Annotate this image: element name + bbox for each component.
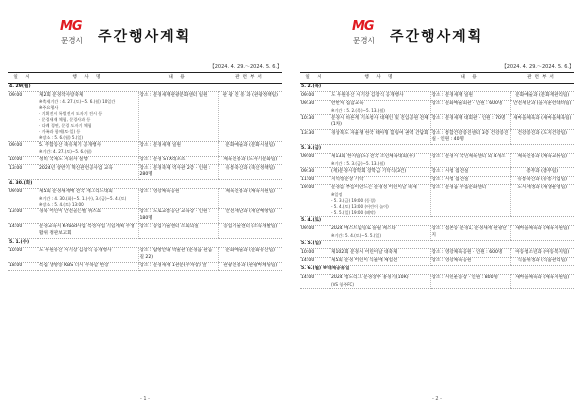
content-cell: 장소 : 문경시 국민체육센터 외 4개소 [430, 153, 510, 167]
city-logo [352, 19, 382, 48]
event-cell [38, 156, 138, 164]
table-row [300, 92, 574, 100]
page-header [296, 19, 578, 50]
time-cell: 10:00 [8, 156, 38, 164]
table-row [8, 188, 282, 208]
department-cell: 아동청소년과 (아동복지팀) [510, 249, 574, 257]
date-row [300, 266, 574, 274]
content-cell: 장소 : 문경읍 주흘문화센터 [430, 185, 510, 217]
department-cell: 새마을체육과 (새마을체육팀) [510, 115, 574, 130]
content-cell: 장소 : 시청 접견실 [430, 176, 510, 184]
date-label: 5. 2.(목) [301, 84, 322, 90]
schedule-body [300, 84, 574, 289]
table-row [8, 92, 282, 142]
table-row [300, 100, 574, 114]
date-label: 5. 1.(수) [9, 239, 30, 245]
content-cell: 장소 : 도로교통공단 교육장 · 인원 : 180명 [138, 208, 218, 223]
event-name: 제5회 문경새재배 전국 재그리드대회 [39, 189, 113, 195]
time-cell: 13:00 [8, 165, 38, 180]
event-cell [330, 225, 430, 240]
table-row [300, 249, 574, 257]
event-name: 문경를 부름이만드는 문경성 어린이날 축제 [331, 185, 417, 191]
event-detail: ※축제기간 : 4. 27.(토)∼5. 6.(월) 10일간 [39, 99, 116, 105]
logo-city-name: 문경시 [61, 36, 83, 45]
page-number: - 2 - [432, 396, 442, 402]
event-name: 지역청문상 기탁 [331, 177, 364, 183]
content-cell: 장소 : 문경새재 대회관 · 인원 : 70명 [430, 115, 510, 130]
event-detail: · 가족과 함께(토·일) 등 [39, 129, 81, 135]
column-header-event: 행 사 명 [330, 73, 430, 84]
department-cell: 체육진흥과 (도자기문화팀) [218, 156, 282, 164]
event-cell [330, 153, 430, 167]
time-cell: 13:30 [300, 130, 330, 145]
department-cell: 체육진흥과 (체육지원팀) [218, 188, 282, 208]
document-page-1 [4, 8, 286, 404]
event-cell [330, 257, 430, 265]
event-name: (재)문경시장학회 장학금 기탁식(3건) [331, 168, 407, 174]
table-row [300, 225, 574, 240]
date-row [8, 180, 282, 188]
event-detail: · 기획전시 특별전시 도자기 전시 등 [39, 111, 103, 117]
time-cell: 14:00 [8, 224, 38, 239]
date-label: 5. 5.(일) [301, 241, 322, 247]
date-cell [8, 180, 282, 188]
content-cell: 장소 : 영강체육공원 [430, 257, 510, 265]
content-cell: 장소 : 문경새재 일원 [430, 92, 510, 100]
event-name: 2024년 상반기 혁신관련공사업 교육 [39, 165, 113, 171]
time-cell: 09:00 [8, 92, 38, 142]
date-cell [300, 145, 574, 153]
department-cell: 도시재생과 (새생운영팀) [510, 185, 574, 217]
table-header-row [300, 73, 574, 84]
event-name: 문경교육지 K-food사업 특성사업 기념계획 주생활위 정관보고회 [39, 224, 135, 237]
page-title: 주간행사계획 [390, 29, 484, 45]
department-cell: 체육진흥과 (체육교류팀) [510, 153, 574, 167]
table-row [300, 153, 574, 167]
logo-mark: MG [352, 19, 374, 34]
content-cell: 장소 : 문경축제 역사관 2층 · 인원 : 280명 [138, 165, 218, 180]
content-cell: 장소 : 문경새재 일원 [138, 142, 218, 156]
department-cell: 총무과 (총무팀) [510, 168, 574, 176]
table-row [300, 130, 574, 145]
event-name: 제2회 문경작사랑축제 [39, 92, 84, 98]
event-detail: ※기간: 4. 27.(토)∼5. 6.(월) [39, 149, 92, 155]
date-label: 4. 30.(화) [9, 180, 33, 186]
department-cell: 문화예술과 (문화유산팀) [218, 247, 282, 262]
logo-city-name: 문경시 [353, 36, 375, 45]
table-row [300, 185, 574, 217]
event-cell [330, 168, 430, 176]
time-cell: 09:30 [300, 168, 330, 176]
date-cell [300, 84, 574, 92]
content-cell: 장소 : 영강체육공원 · 인원 : 600명 [430, 249, 510, 257]
column-header-content: 내 용 [430, 73, 510, 84]
event-name: 제102회 문경시 어린이날 대축제 [331, 249, 398, 255]
content-cell: 장소 : 시민운동장 · 인원 : 800명 [430, 274, 510, 288]
date-row [8, 239, 282, 247]
city-logo [60, 19, 90, 48]
date-label: 5. 6.(월) [301, 266, 322, 272]
date-row [300, 240, 574, 248]
department-cell: 문화예술과 (문화시설팀) [218, 142, 282, 156]
event-name: 제13회 한지팀(도) 전국 소년체육대회(우) [331, 154, 415, 160]
event-detail: ※기간 : 5. 3.(금)∼5. 13.(월) [331, 160, 385, 166]
event-cell [330, 185, 430, 217]
table-row [8, 262, 282, 270]
event-name: 2024 베스트힐링로 플필 페스타 [331, 226, 396, 232]
time-cell: 09:00 [8, 142, 38, 156]
event-name: 2024 청도리그 문경상무 홍경기(10R) [331, 274, 409, 280]
event-cell [330, 130, 430, 145]
date-cell [300, 240, 574, 248]
event-detail: ※장소 : 5. 6.(월) 5.(일) [39, 135, 83, 141]
column-header-event: 행 사 명 [38, 73, 138, 84]
event-detail: - 5. 5.(일) 19:00 (폐막) [331, 209, 376, 215]
content-cell: 장소 : 문경새재관광문화센터 일원 [138, 92, 218, 142]
event-cell [38, 165, 138, 180]
content-cell: 장소 : 영강체육공원 [138, 188, 218, 208]
date-row [300, 217, 574, 225]
date-row [8, 84, 282, 92]
document-page-2 [296, 8, 578, 404]
date-label: 5. 3.(금) [301, 145, 322, 151]
table-row [300, 115, 574, 130]
department-cell: 유통축산과 (유통기업팀) [510, 176, 574, 184]
time-cell: 14:00 [300, 257, 330, 265]
holiday-note: ※대체공휴일 [322, 266, 350, 272]
event-cell [330, 274, 430, 288]
time-cell: 11:00 [300, 176, 330, 184]
event-cell [330, 92, 430, 100]
event-cell [330, 115, 430, 130]
event-detail: ※기간 : 5. 2.(목)∼5. 13.(월) [331, 107, 385, 113]
event-name: 5. 주함동산 축유제기 공개행사 [39, 142, 102, 148]
column-header-datetime: 일 시 [300, 73, 330, 84]
time-cell: 10:30 [300, 115, 330, 130]
content-cell: 장소 : 농업기술센터 소회의실 [138, 224, 218, 239]
page-header [4, 19, 286, 50]
table-row [8, 247, 282, 262]
date-cell [8, 84, 282, 92]
event-detail: ※일정 [331, 192, 343, 198]
logo-mark: MG [60, 19, 82, 34]
time-cell: 09:00 [8, 188, 38, 208]
content-cell: 장소 : 문화예술회관 · 인원 : 600명 [430, 100, 510, 114]
date-row [300, 145, 574, 153]
content-cell: 장소 : 문경 STX레포츠 [138, 156, 218, 164]
event-cell [330, 249, 430, 257]
department-cell: 식품위생과 (식품관리팀) [510, 257, 574, 265]
column-header-department: 관련부서 [218, 73, 282, 84]
event-cell [38, 188, 138, 208]
date-cell [8, 239, 282, 247]
event-cell [38, 224, 138, 239]
department-cell: 유통축산과 (축산정책팀) [218, 165, 282, 180]
event-cell [38, 92, 138, 142]
event-detail: - 5. 4.(토) 13:00 (어린이 놀이) [331, 203, 389, 209]
department-cell: 농업기술센터 (소득개발팀) [218, 224, 282, 239]
event-name: 도 우원유산 시기장 김장식 공개행사 [39, 247, 112, 253]
event-cell [330, 176, 430, 184]
table-row [300, 176, 574, 184]
event-name: 정비 국제도 지휘자 실행 [39, 157, 88, 163]
time-cell: 10:00 [8, 247, 38, 262]
page-title: 주간행사계획 [98, 29, 192, 45]
schedule-body [8, 84, 282, 271]
date-label: 5. 4.(토) [301, 217, 322, 223]
table-row [300, 257, 574, 265]
event-name: 제5회 문경 어린이 식물애 체험전 [331, 258, 398, 264]
event-name: 경북 어린이 안전골든벨 퀴즈쇼 [39, 209, 102, 215]
event-detail: · 다례 경연, 문경 도자기 체험 [39, 123, 92, 129]
content-cell: 장소 : 시청 접견실 [430, 168, 510, 176]
event-name: 특집 생방송 KBS 더시 주목할 현장 [39, 263, 109, 269]
event-cell [38, 262, 138, 270]
event-detail: (VS 청주FC) [331, 281, 355, 287]
table-row [8, 165, 282, 180]
department-cell: 안전재난과 (재난예방팀) [218, 208, 282, 223]
schedule-table [300, 72, 574, 289]
time-cell: 19:00 [300, 185, 330, 217]
page-number: - 1 - [140, 396, 150, 402]
column-header-department: 관련부서 [510, 73, 574, 84]
event-detail: ※기간: 5. 4.(토)∼5. 5.(일) [331, 232, 381, 238]
event-detail: ※주요행사 [39, 105, 59, 111]
table-row [8, 156, 282, 164]
time-cell: 18:00 [8, 262, 38, 270]
schedule-table [8, 72, 282, 271]
department-cell: 관 광 진 흥 과 (관광정책팀) [218, 92, 282, 142]
table-row [300, 168, 574, 176]
department-cell: 관광진흥과 (관광마케팅팀) [218, 262, 282, 270]
schedule-period: 【2024. 4. 29.～2024. 5. 6.】 [501, 64, 574, 70]
time-cell: 09:30 [300, 100, 330, 114]
column-header-content: 내 용 [138, 73, 218, 84]
date-row [300, 84, 574, 92]
event-name: 문경시 바른계 기초청사 대체인 및 진입공원 전체(1차) [331, 115, 429, 128]
table-header-row [8, 73, 282, 84]
event-cell [38, 247, 138, 262]
department-cell: 새마을체육과 (체육지원팀) [510, 225, 574, 240]
event-detail: - 5. 3.(금) 19:00 (동경) [331, 198, 376, 204]
time-cell: 09:00 [300, 225, 330, 240]
date-cell [300, 266, 574, 274]
time-cell: 10:00 [300, 249, 330, 257]
event-detail: ※장소 : 5. 4.(토) 13:00 [39, 201, 84, 207]
event-detail: ※기간 : 4. 30.(화)∼5. 1.(수), 3.(금)∼5. 4.(토) [39, 195, 127, 201]
time-cell: 09:00 [300, 153, 330, 167]
department-cell: 안전재난과 (을지훈련대비팀) [510, 100, 574, 114]
schedule-period: 【2024. 4. 29.～2024. 5. 6.】 [209, 64, 282, 70]
column-header-datetime: 일 시 [8, 73, 38, 84]
time-cell: 13:00 [8, 208, 38, 223]
time-cell: 09:00 [300, 92, 330, 100]
table-row [8, 142, 282, 156]
date-cell [300, 217, 574, 225]
department-cell: 건강증진과 (도지건강팀) [510, 130, 574, 145]
table-row [300, 274, 574, 288]
event-cell [330, 100, 430, 114]
table-row [8, 208, 282, 223]
event-cell [38, 208, 138, 223]
content-cell: 장소 : 탐방안내 박물관 (문경읍 관음길 22) [138, 247, 218, 262]
time-cell: 14:00 [300, 274, 330, 288]
department-cell: 새마을체육과 (체육지원팀) [510, 274, 574, 288]
content-cell: 장소 : 통합건강증진센터 3층 건강증진실 · 인원 : 40명 [430, 130, 510, 145]
event-cell [38, 142, 138, 156]
content-cell: 장소 : 점촌동 문경1, 문경새재 관광단지 [430, 225, 510, 240]
event-name: 반반처 집합교육 [331, 101, 364, 107]
department-cell: 문화예술과 (문화재관리팀) [510, 92, 574, 100]
event-name: 도 우원유산 시기장 김장식 공개행사 [331, 92, 404, 98]
table-row [8, 224, 282, 239]
event-name: 경상북도 자율쟁 한국 태아형 힐링여 권역 간담회 [331, 130, 429, 136]
event-detail: · 문경새재 체험, 문경사과 등 [39, 117, 91, 123]
date-label: 4. 29(월) [9, 84, 31, 90]
content-cell: 장소 : 문경새재 1관문(주차장) 앞 [138, 262, 218, 270]
